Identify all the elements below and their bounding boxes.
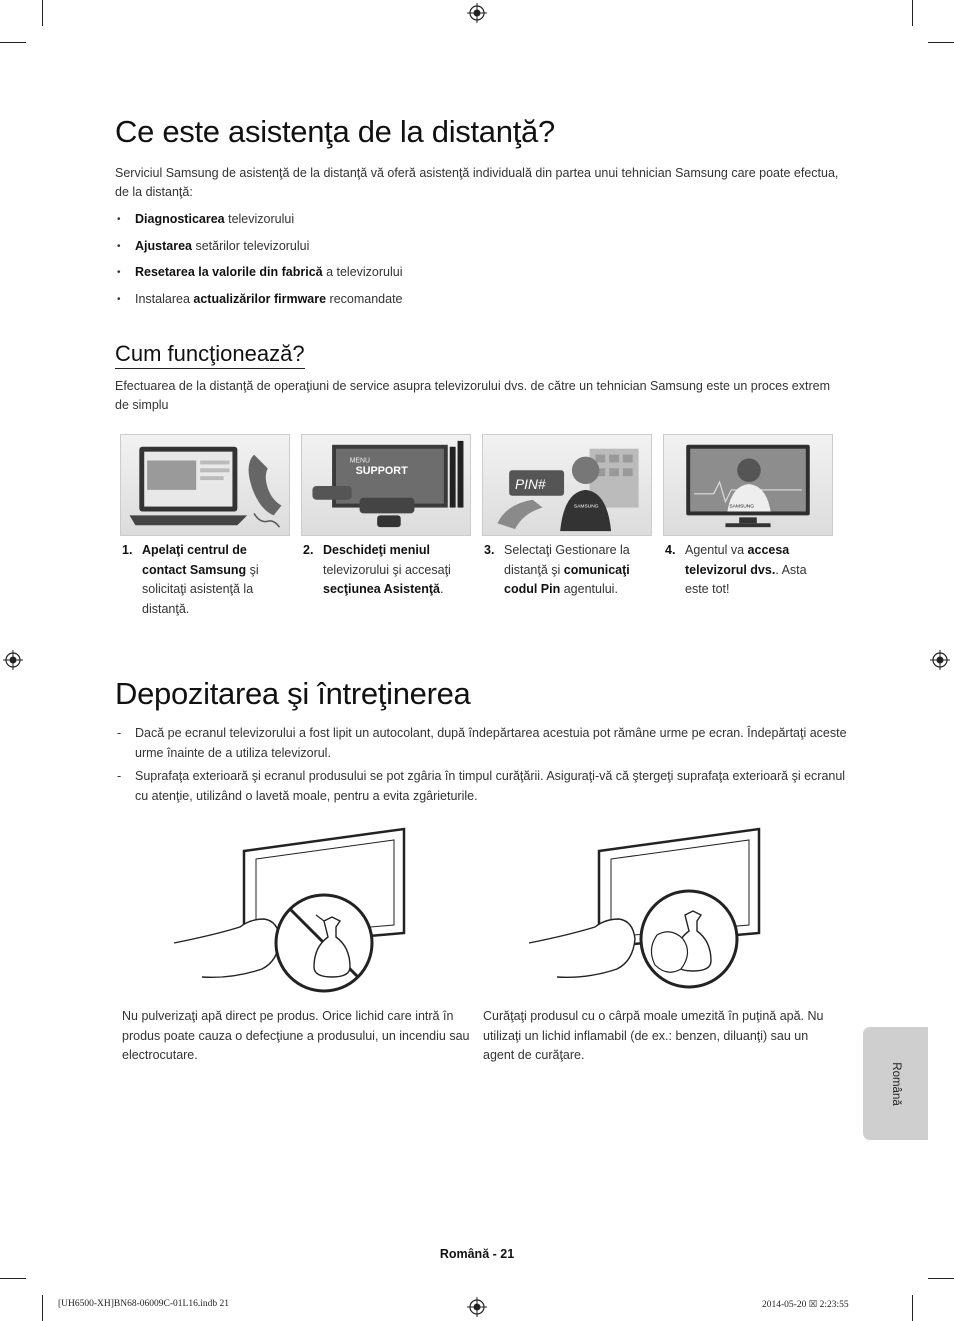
registration-mark-icon: [930, 650, 950, 670]
pin-label: PIN#: [515, 476, 546, 492]
no-spray-illustration: [172, 825, 412, 995]
step-4-image: [663, 434, 833, 536]
feature-list: [115, 210, 403, 316]
cloth-cleaning-illustration: [527, 825, 767, 995]
step-number: 4.: [665, 543, 676, 557]
feature-list-item: • Instalarea actualizărilor firmware recomandate: [115, 290, 403, 317]
section-title: Depozitarea şi întreţinerea: [115, 676, 471, 711]
step-number: 3.: [484, 543, 495, 557]
crop-mark: [912, 0, 913, 26]
step-number: 2.: [303, 543, 314, 557]
step-number: 1.: [122, 543, 133, 557]
print-timestamp: 2014-05-20 ☒ 2:23:55: [762, 1300, 849, 1310]
language-tab: [863, 1027, 928, 1140]
intro-paragraph: Serviciul Samsung de asistenţă de la distanţă vă oferă asistenţă individuală din partea unui tehnician Samsung care poate efectua, de la distanţă:: [115, 166, 839, 199]
care-note-text: Suprafaţa exterioară şi ecranul produsului se pot zgâria în timpul curăţării. Asiguraţi-vă că ştergeţi suprafaţa exterioară şi ecranul cu atenţie, utilizând o lavetă moale, pentru a evita zgârieturile.: [135, 769, 846, 803]
brand-label: SAMSUNG: [729, 504, 755, 510]
no-spray-caption: Nu pulverizaţi apă direct pe produs. Orice lichid care intră în produs poate cauza o defecţiune a produsului, un incendiu sau electrocutare.: [122, 1009, 470, 1062]
page-title: Ce este asistenţa de la distanţă?: [115, 114, 555, 149]
step-text: Agentul va accesa televizorul dvs.. Asta este tot!: [685, 543, 807, 596]
how-it-works-paragraph: Efectuarea de la distanţă de operaţiuni de service asupra televizorului dvs. de către un tehnician Samsung este un proces extrem de simplu: [115, 379, 830, 412]
feature-list-item: • Ajustarea setărilor televizorului: [115, 237, 403, 264]
registration-mark-icon: [467, 1297, 487, 1317]
step-text: Selectaţi Gestionare la distanţă şi comunicaţi codul Pin agentului.: [504, 543, 630, 596]
file-slug: [UH6500-XH]BN68-06009C-01L16.indb 21: [58, 1299, 229, 1309]
feature-list-item: • Resetarea la valorile din fabrică a televizorului: [115, 263, 403, 290]
crop-mark: [928, 1278, 954, 1279]
crop-mark: [42, 0, 43, 26]
dash-marker: -: [117, 726, 122, 740]
language-tab-label: Română: [889, 1061, 902, 1106]
registration-mark-icon: [467, 3, 487, 23]
step-1-image: [120, 434, 290, 536]
crop-mark: [928, 42, 954, 43]
brand-label: SAMSUNG: [573, 504, 599, 510]
dash-marker: -: [117, 769, 122, 783]
crop-mark: [912, 1295, 913, 1321]
step-2-image: [301, 434, 471, 536]
care-note-text: Dacă pe ecranul televizorului a fost lipit un autocolant, după îndepărtarea acestuia pot rămâne urme pe ecran. Îndepărtaţi aceste urme înainte de a utiliza televizorul.: [135, 726, 847, 760]
page-number: Română - 21: [439, 1247, 515, 1261]
feature-list-item: • Diagnosticarea televizorului: [115, 210, 403, 237]
crop-mark: [0, 42, 26, 43]
section-heading: Cum funcţionează?: [115, 341, 305, 369]
crop-mark: [0, 1278, 26, 1279]
crop-mark: [42, 1295, 43, 1321]
support-label: SUPPORT: [355, 465, 408, 478]
registration-mark-icon: [3, 650, 23, 670]
step-text: Apelaţi centrul de contact Samsung şi solicitaţi asistenţă la distanţă.: [142, 543, 259, 616]
menu-label: MENU: [349, 457, 370, 465]
step-3-image: [482, 434, 652, 536]
cleaning-caption: Curăţaţi produsul cu o cârpă moale umezită în puţină apă. Nu utilizaţi un lichid inflamabil (de ex.: benzen, diluanţi) sau un agent de curăţare.: [483, 1009, 824, 1062]
step-text: Deschideţi meniul televizorului şi accesaţi secţiunea Asistenţă.: [323, 543, 451, 596]
